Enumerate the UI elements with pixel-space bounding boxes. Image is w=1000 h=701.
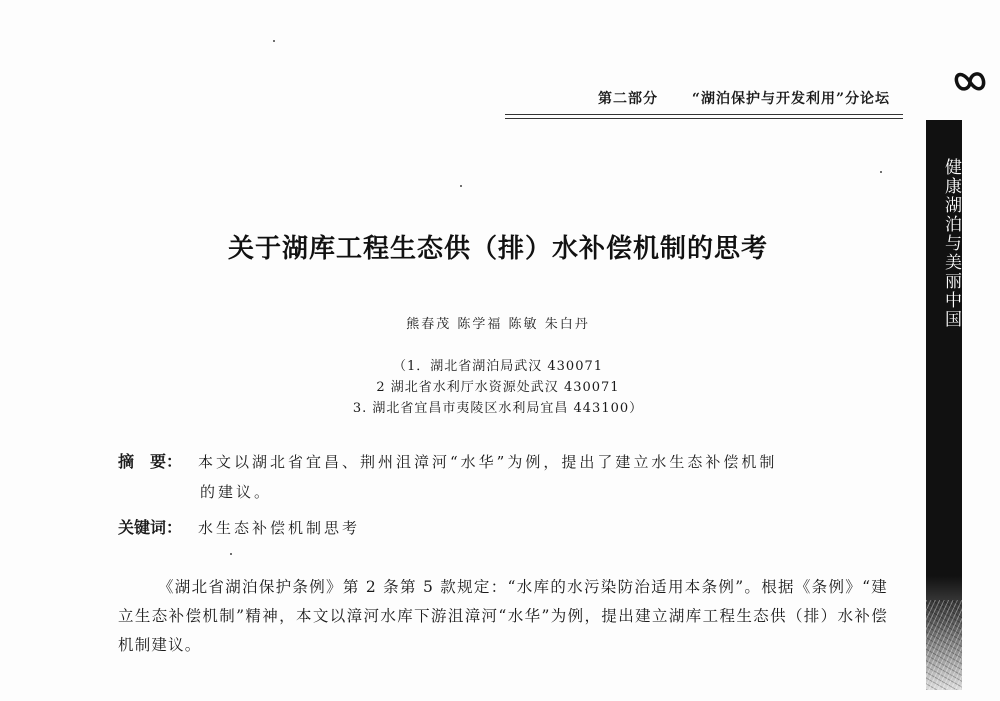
- side-tab-label: 健康湖泊与美丽中国: [941, 158, 961, 329]
- header-rule: [505, 118, 903, 119]
- abstract-label: 摘 要：: [118, 452, 183, 471]
- running-header: [598, 88, 890, 108]
- header-section: “湖泊保护与开发利用”分论坛: [691, 91, 890, 107]
- article-authors: 熊春茂 陈学福 陈敏 朱白丹: [406, 317, 590, 332]
- keywords: [118, 514, 888, 542]
- affiliation-2: 2 湖北省水利厅水资源处武汉 430071: [376, 380, 620, 395]
- side-tab-scan-noise: [926, 600, 962, 690]
- scan-speck: [230, 553, 232, 555]
- abstract-text-line-2: 的建议。: [200, 483, 273, 501]
- keywords-label: 关键词：: [118, 518, 183, 537]
- scan-speck: [880, 171, 882, 173]
- infinity-knot-icon: [952, 64, 988, 100]
- abstract-text-line-1: 本文以湖北省宜昌、荆州沮漳河“水华”为例，提出了建立水生态补偿机制: [198, 453, 778, 471]
- body-paragraph: 《湖北省湖泊保护条例》第 2 条第 5 款规定：“水库的水污染防治适用本条例”。根据《条例》“建立生态补偿机制”精神，本文以漳河水库下游沮漳河“水华”为例，提出建立湖库工程生态供（排）水补偿机制建议。: [118, 578, 888, 654]
- scan-speck: [460, 185, 462, 187]
- keywords-text: 水生态补偿机制思考: [198, 519, 361, 537]
- affiliation-1: （1．湖北省湖泊局武汉 430071: [392, 359, 604, 374]
- header-part: 第二部分: [598, 91, 659, 107]
- scan-speck: [273, 40, 275, 42]
- header-rule: [505, 114, 903, 115]
- abstract: [118, 448, 888, 476]
- affiliation-3: 3. 湖北省宜昌市夷陵区水利局宜昌 443100）: [352, 401, 644, 416]
- article-title: 关于湖库工程生态供（排）水补偿机制的思考: [227, 234, 768, 264]
